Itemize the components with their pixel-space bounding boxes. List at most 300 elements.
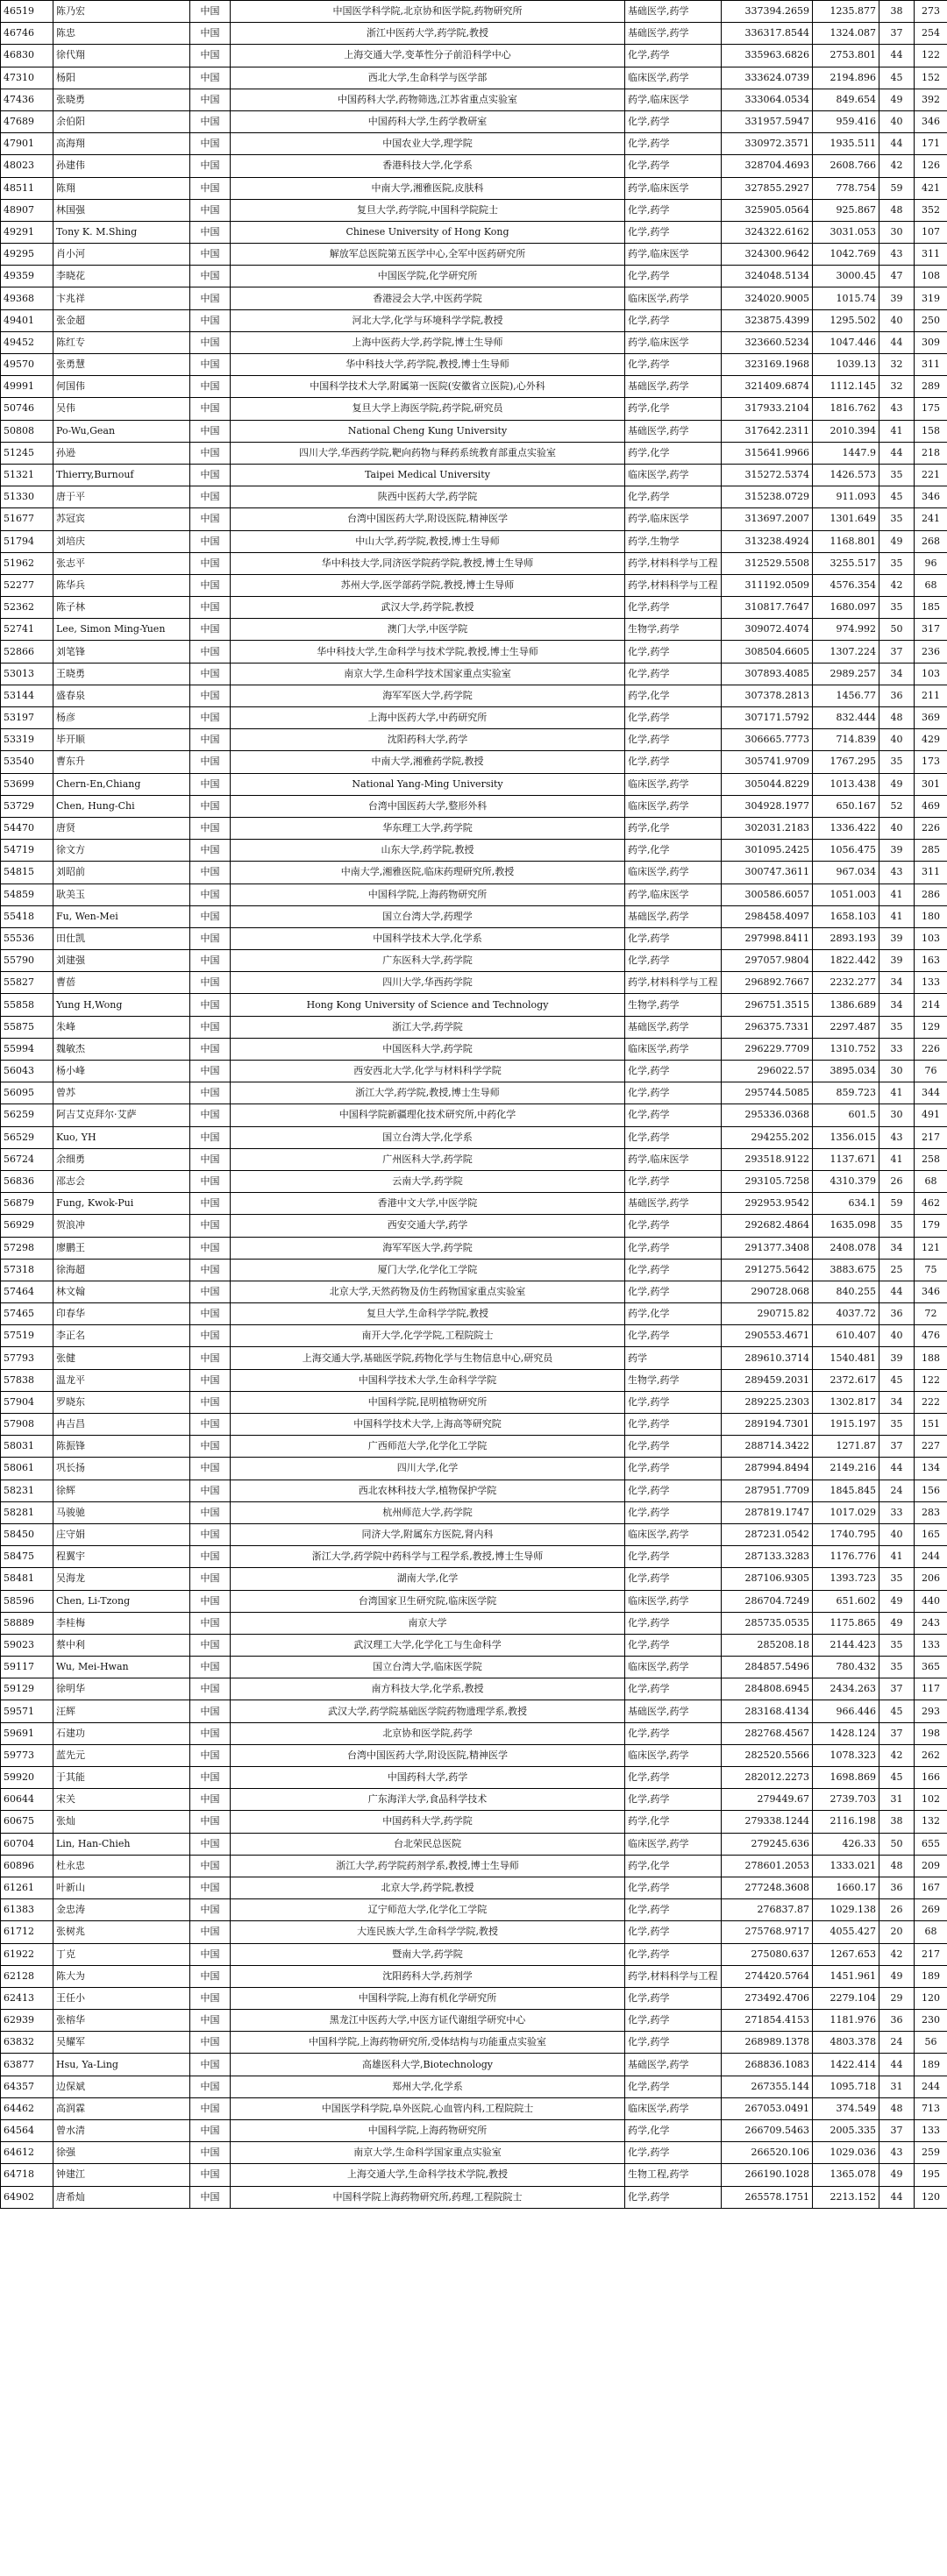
cell-field: 化学,药学 <box>625 707 722 729</box>
cell-field: 临床医学,药学 <box>625 795 722 817</box>
cell-affiliation: 台湾中国医药大学,整形外科 <box>231 795 625 817</box>
cell-h-index: 52 <box>879 795 915 817</box>
cell-field: 药学,化学 <box>625 398 722 420</box>
cell-country: 中国 <box>190 354 231 376</box>
cell-affiliation: 复旦大学,生命科学学院,教授 <box>231 1303 625 1325</box>
cell-rank: 49401 <box>1 309 53 331</box>
table-row <box>1 1744 947 1766</box>
cell-name: 张勇慧 <box>53 354 190 376</box>
cell-rank: 58450 <box>1 1523 53 1545</box>
cell-name: 庄守娟 <box>53 1523 190 1545</box>
cell-score: 266190.1028 <box>722 2164 813 2186</box>
cell-rank: 58231 <box>1 1480 53 1501</box>
cell-metric: 1935.511 <box>813 133 879 155</box>
table-row <box>1 1126 947 1148</box>
cell-name: 曾苏 <box>53 1082 190 1104</box>
cell-name: 刘笔锋 <box>53 641 190 663</box>
cell-metric: 1426.573 <box>813 464 879 486</box>
cell-country: 中国 <box>190 840 231 862</box>
table-row <box>1 729 947 751</box>
cell-country: 中国 <box>190 1833 231 1855</box>
cell-field: 化学,药学 <box>625 1281 722 1302</box>
table-row <box>1 1259 947 1281</box>
table-row <box>1 177 947 199</box>
cell-metric: 2194.896 <box>813 67 879 89</box>
cell-rank: 56259 <box>1 1104 53 1126</box>
cell-field: 化学,药学 <box>625 1921 722 1943</box>
cell-rank: 62413 <box>1 1987 53 2009</box>
cell-field: 化学,药学 <box>625 1325 722 1347</box>
cell-metric: 1915.197 <box>813 1414 879 1436</box>
cell-score: 277248.3608 <box>722 1877 813 1898</box>
cell-country: 中国 <box>190 45 231 67</box>
cell-count: 491 <box>915 1104 947 1126</box>
cell-name: 金忠涛 <box>53 1899 190 1921</box>
table-row <box>1 1767 947 1789</box>
cell-metric: 1029.138 <box>813 1899 879 1921</box>
table-row <box>1 199 947 221</box>
cell-country: 中国 <box>190 23 231 45</box>
cell-name: 张晓勇 <box>53 89 190 110</box>
cell-count: 429 <box>915 729 947 751</box>
cell-metric: 1029.036 <box>813 2142 879 2164</box>
cell-affiliation: 广东医科大学,药学院 <box>231 950 625 972</box>
table-row <box>1 110 947 132</box>
cell-metric: 651.602 <box>813 1590 879 1612</box>
cell-affiliation: 同济大学,附属东方医院,肾内科 <box>231 1523 625 1545</box>
cell-h-index: 36 <box>879 1877 915 1898</box>
cell-name: 杨小峰 <box>53 1061 190 1082</box>
table-row <box>1 1943 947 1965</box>
cell-name: 曹东升 <box>53 751 190 773</box>
cell-country: 中国 <box>190 287 231 309</box>
cell-country: 中国 <box>190 1038 231 1060</box>
cell-count: 655 <box>915 1833 947 1855</box>
cell-country: 中国 <box>190 1281 231 1302</box>
cell-count: 96 <box>915 552 947 574</box>
cell-h-index: 48 <box>879 2097 915 2119</box>
cell-metric: 2144.423 <box>813 1634 879 1656</box>
table-row <box>1 597 947 619</box>
cell-rank: 50808 <box>1 420 53 442</box>
cell-score: 290553.4671 <box>722 1325 813 1347</box>
cell-country: 中国 <box>190 331 231 353</box>
cell-name: 于其能 <box>53 1767 190 1789</box>
cell-metric: 1137.671 <box>813 1148 879 1170</box>
cell-field: 化学,药学 <box>625 1767 722 1789</box>
table-row <box>1 1148 947 1170</box>
cell-count: 156 <box>915 1480 947 1501</box>
cell-count: 317 <box>915 619 947 641</box>
cell-score: 296375.7331 <box>722 1016 813 1038</box>
table-row <box>1 840 947 862</box>
cell-field: 基础医学,药学 <box>625 420 722 442</box>
cell-name: 苏冠宾 <box>53 508 190 530</box>
cell-h-index: 37 <box>879 641 915 663</box>
cell-count: 440 <box>915 1590 947 1612</box>
cell-count: 167 <box>915 1877 947 1898</box>
cell-field: 化学,药学 <box>625 1612 722 1634</box>
table-row <box>1 950 947 972</box>
cell-name: 邵志会 <box>53 1170 190 1192</box>
table-row <box>1 972 947 994</box>
cell-h-index: 36 <box>879 2010 915 2032</box>
cell-score: 282520.5566 <box>722 1744 813 1766</box>
cell-rank: 58596 <box>1 1590 53 1612</box>
cell-count: 195 <box>915 2164 947 2186</box>
table-row <box>1 266 947 287</box>
cell-score: 289610.3714 <box>722 1347 813 1369</box>
table-row <box>1 2076 947 2097</box>
cell-score: 315641.9966 <box>722 442 813 464</box>
cell-count: 301 <box>915 773 947 795</box>
cell-metric: 1017.029 <box>813 1501 879 1523</box>
cell-score: 289194.7301 <box>722 1414 813 1436</box>
cell-field: 药学,化学 <box>625 1303 722 1325</box>
table-row <box>1 552 947 574</box>
cell-score: 296892.7667 <box>722 972 813 994</box>
cell-name: 唐贤 <box>53 817 190 839</box>
cell-metric: 1422.414 <box>813 2054 879 2076</box>
cell-metric: 1451.961 <box>813 1965 879 1987</box>
cell-name: 林文翰 <box>53 1281 190 1302</box>
cell-count: 258 <box>915 1148 947 1170</box>
cell-field: 药学,化学 <box>625 840 722 862</box>
cell-country: 中国 <box>190 110 231 132</box>
cell-score: 282768.4567 <box>722 1722 813 1744</box>
cell-h-index: 43 <box>879 244 915 266</box>
cell-country: 中国 <box>190 751 231 773</box>
table-row <box>1 464 947 486</box>
cell-metric: 1307.224 <box>813 641 879 663</box>
cell-affiliation: 华中科技大学,生命科学与技术学院,教授,博士生导师 <box>231 641 625 663</box>
cell-field: 化学,药学 <box>625 1789 722 1811</box>
cell-affiliation: 复旦大学,药学院,中国科学院院士 <box>231 199 625 221</box>
cell-score: 279245.636 <box>722 1833 813 1855</box>
cell-field: 药学,临床医学 <box>625 884 722 905</box>
cell-h-index: 42 <box>879 574 915 596</box>
cell-name: 丁克 <box>53 1943 190 1965</box>
cell-count: 293 <box>915 1700 947 1722</box>
cell-count: 286 <box>915 884 947 905</box>
cell-field: 基础医学,药学 <box>625 1193 722 1215</box>
cell-affiliation: 中国医学科学院,北京协和医学院,药物研究所 <box>231 1 625 23</box>
cell-field: 化学,药学 <box>625 1722 722 1744</box>
cell-rank: 51677 <box>1 508 53 530</box>
cell-rank: 47436 <box>1 89 53 110</box>
table-body <box>1 1 947 2209</box>
cell-rank: 62128 <box>1 1965 53 1987</box>
cell-name: 张健 <box>53 1347 190 1369</box>
cell-affiliation: 中国科学技术大学,附属第一医院(安徽省立医院),心外科 <box>231 376 625 398</box>
cell-affiliation: 台北荣民总医院 <box>231 1833 625 1855</box>
cell-count: 198 <box>915 1722 947 1744</box>
table-row <box>1 927 947 949</box>
cell-score: 266709.5463 <box>722 2120 813 2142</box>
cell-rank: 56929 <box>1 1215 53 1237</box>
cell-field: 化学,药学 <box>625 354 722 376</box>
table-row <box>1 1391 947 1413</box>
cell-score: 287951.7709 <box>722 1480 813 1501</box>
table-row <box>1 685 947 706</box>
cell-affiliation: 香港浸会大学,中医药学院 <box>231 287 625 309</box>
cell-h-index: 49 <box>879 2164 915 2186</box>
cell-country: 中国 <box>190 442 231 464</box>
cell-count: 68 <box>915 1170 947 1192</box>
cell-metric: 967.034 <box>813 862 879 884</box>
cell-h-index: 31 <box>879 2076 915 2097</box>
cell-country: 中国 <box>190 67 231 89</box>
cell-metric: 2010.394 <box>813 420 879 442</box>
cell-affiliation: 南开大学,化学学院,工程院院士 <box>231 1325 625 1347</box>
cell-affiliation: 台湾中国医药大学,附设医院,精神医学 <box>231 1744 625 1766</box>
cell-country: 中国 <box>190 1678 231 1700</box>
cell-field: 药学,材料科学与工程 <box>625 574 722 596</box>
table-row <box>1 45 947 67</box>
cell-name: 余细勇 <box>53 1148 190 1170</box>
cell-count: 209 <box>915 1855 947 1877</box>
cell-metric: 2608.766 <box>813 155 879 177</box>
cell-h-index: 45 <box>879 67 915 89</box>
cell-affiliation: 中国医学科学院,阜外医院,心血管内科,工程院院士 <box>231 2097 625 2119</box>
cell-h-index: 44 <box>879 2186 915 2208</box>
cell-name: 吴海龙 <box>53 1568 190 1590</box>
cell-field: 临床医学,药学 <box>625 773 722 795</box>
cell-rank: 58061 <box>1 1458 53 1480</box>
table-row <box>1 2054 947 2076</box>
cell-field: 药学,化学 <box>625 1811 722 1833</box>
cell-score: 296229.7709 <box>722 1038 813 1060</box>
cell-score: 321409.6874 <box>722 376 813 398</box>
cell-rank: 49295 <box>1 244 53 266</box>
table-row <box>1 2164 947 2186</box>
cell-name: 陈子林 <box>53 597 190 619</box>
cell-country: 中国 <box>190 1965 231 1987</box>
cell-metric: 1095.718 <box>813 2076 879 2097</box>
cell-h-index: 38 <box>879 1 915 23</box>
cell-name: 徐海超 <box>53 1259 190 1281</box>
cell-rank: 59691 <box>1 1722 53 1744</box>
cell-field: 临床医学,药学 <box>625 464 722 486</box>
table-row <box>1 530 947 552</box>
cell-metric: 1698.869 <box>813 1767 879 1789</box>
table-row <box>1 1634 947 1656</box>
cell-affiliation: 中国药科大学,药学 <box>231 1767 625 1789</box>
table-row <box>1 1061 947 1082</box>
cell-h-index: 39 <box>879 840 915 862</box>
cell-metric: 1447.9 <box>813 442 879 464</box>
cell-metric: 1333.021 <box>813 1855 879 1877</box>
cell-country: 中国 <box>190 1347 231 1369</box>
cell-name: 徐明华 <box>53 1678 190 1700</box>
cell-rank: 63877 <box>1 2054 53 2076</box>
cell-h-index: 44 <box>879 442 915 464</box>
cell-country: 中国 <box>190 2186 231 2208</box>
cell-name: 罗晓东 <box>53 1391 190 1413</box>
cell-country: 中国 <box>190 244 231 266</box>
cell-rank: 55858 <box>1 994 53 1016</box>
table-row <box>1 1104 947 1126</box>
cell-rank: 53319 <box>1 729 53 751</box>
table-row <box>1 1480 947 1501</box>
cell-affiliation: 西安交通大学,药学 <box>231 1215 625 1237</box>
cell-name: 陈乃宏 <box>53 1 190 23</box>
cell-metric: 650.167 <box>813 795 879 817</box>
cell-name: 徐辉 <box>53 1480 190 1501</box>
cell-metric: 1267.653 <box>813 1943 879 1965</box>
cell-count: 311 <box>915 354 947 376</box>
cell-affiliation: 厦门大学,化学化工学院 <box>231 1259 625 1281</box>
cell-field: 化学,药学 <box>625 1126 722 1148</box>
cell-field: 化学,药学 <box>625 2032 722 2054</box>
cell-rank: 55994 <box>1 1038 53 1060</box>
cell-country: 中国 <box>190 1193 231 1215</box>
cell-metric: 1822.442 <box>813 950 879 972</box>
cell-metric: 426.33 <box>813 1833 879 1855</box>
cell-affiliation: 香港中文大学,中医学院 <box>231 1193 625 1215</box>
cell-name: 钟建江 <box>53 2164 190 2186</box>
cell-name: 盛春泉 <box>53 685 190 706</box>
cell-rank: 53699 <box>1 773 53 795</box>
cell-field: 临床医学,药学 <box>625 67 722 89</box>
table-row <box>1 376 947 398</box>
cell-country: 中国 <box>190 884 231 905</box>
cell-h-index: 35 <box>879 508 915 530</box>
cell-rank: 58031 <box>1 1436 53 1458</box>
table-row <box>1 641 947 663</box>
table-row <box>1 751 947 773</box>
cell-count: 56 <box>915 2032 947 2054</box>
cell-affiliation: 西北农林科技大学,植物保护学院 <box>231 1480 625 1501</box>
cell-field: 药学,化学 <box>625 2120 722 2142</box>
cell-h-index: 44 <box>879 1281 915 1302</box>
cell-affiliation: 苏州大学,医学部药学院,教授,博士生导师 <box>231 574 625 596</box>
cell-h-index: 40 <box>879 110 915 132</box>
cell-field: 药学,化学 <box>625 817 722 839</box>
cell-h-index: 44 <box>879 1458 915 1480</box>
cell-affiliation: 南方科技大学,化学系,教授 <box>231 1678 625 1700</box>
cell-count: 250 <box>915 309 947 331</box>
cell-country: 中国 <box>190 2054 231 2076</box>
cell-h-index: 49 <box>879 1612 915 1634</box>
table-row <box>1 1325 947 1347</box>
cell-affiliation: 沈阳药科大学,药学 <box>231 729 625 751</box>
cell-affiliation: 澳门大学,中医学院 <box>231 619 625 641</box>
cell-count: 344 <box>915 1082 947 1104</box>
cell-rank: 55827 <box>1 972 53 994</box>
cell-h-index: 20 <box>879 1921 915 1943</box>
cell-metric: 2297.487 <box>813 1016 879 1038</box>
cell-country: 中国 <box>190 950 231 972</box>
table-row <box>1 994 947 1016</box>
cell-count: 206 <box>915 1568 947 1590</box>
cell-field: 药学,生物学 <box>625 530 722 552</box>
cell-metric: 2213.152 <box>813 2186 879 2208</box>
cell-field: 药学,化学 <box>625 685 722 706</box>
cell-metric: 1428.124 <box>813 1722 879 1744</box>
cell-h-index: 35 <box>879 1634 915 1656</box>
cell-field: 化学,药学 <box>625 1104 722 1126</box>
table-row <box>1 1 947 23</box>
cell-country: 中国 <box>190 1899 231 1921</box>
cell-field: 化学,药学 <box>625 1568 722 1590</box>
cell-score: 287994.8494 <box>722 1458 813 1480</box>
cell-h-index: 44 <box>879 133 915 155</box>
cell-h-index: 26 <box>879 1170 915 1192</box>
cell-metric: 4055.427 <box>813 1921 879 1943</box>
cell-rank: 55875 <box>1 1016 53 1038</box>
cell-country: 中国 <box>190 420 231 442</box>
table-row <box>1 884 947 905</box>
cell-rank: 47310 <box>1 67 53 89</box>
cell-country: 中国 <box>190 530 231 552</box>
table-row <box>1 1458 947 1480</box>
cell-country: 中国 <box>190 376 231 398</box>
cell-metric: 832.444 <box>813 707 879 729</box>
cell-country: 中国 <box>190 597 231 619</box>
cell-field: 生物学,药学 <box>625 994 722 1016</box>
table-row <box>1 1016 947 1038</box>
cell-h-index: 44 <box>879 45 915 67</box>
cell-score: 317933.2104 <box>722 398 813 420</box>
cell-count: 120 <box>915 2186 947 2208</box>
cell-field: 化学,药学 <box>625 1480 722 1501</box>
cell-metric: 2232.277 <box>813 972 879 994</box>
cell-h-index: 24 <box>879 1480 915 1501</box>
cell-count: 226 <box>915 817 947 839</box>
cell-count: 469 <box>915 795 947 817</box>
cell-count: 283 <box>915 1501 947 1523</box>
cell-field: 化学,药学 <box>625 1501 722 1523</box>
cell-country: 中国 <box>190 1877 231 1898</box>
cell-count: 221 <box>915 464 947 486</box>
cell-country: 中国 <box>190 707 231 729</box>
cell-affiliation: 沈阳药科大学,药剂学 <box>231 1965 625 1987</box>
cell-metric: 374.549 <box>813 2097 879 2119</box>
cell-score: 306665.7773 <box>722 729 813 751</box>
cell-affiliation: 武汉大学,药学院基础医学院药物遗理学系,教授 <box>231 1700 625 1722</box>
cell-score: 302031.2183 <box>722 817 813 839</box>
cell-h-index: 35 <box>879 1414 915 1436</box>
cell-country: 中国 <box>190 177 231 199</box>
cell-country: 中国 <box>190 1061 231 1082</box>
cell-metric: 1271.87 <box>813 1436 879 1458</box>
table-row <box>1 1700 947 1722</box>
cell-country: 中国 <box>190 2032 231 2054</box>
cell-count: 476 <box>915 1325 947 1347</box>
cell-field: 化学,药学 <box>625 927 722 949</box>
cell-count: 108 <box>915 266 947 287</box>
cell-count: 268 <box>915 530 947 552</box>
cell-rank: 57838 <box>1 1369 53 1391</box>
table-row <box>1 331 947 353</box>
cell-country: 中国 <box>190 199 231 221</box>
cell-h-index: 35 <box>879 1657 915 1678</box>
cell-rank: 48907 <box>1 199 53 221</box>
cell-country: 中国 <box>190 1612 231 1634</box>
cell-field: 药学,化学 <box>625 442 722 464</box>
cell-field: 化学,药学 <box>625 1458 722 1480</box>
cell-metric: 610.407 <box>813 1325 879 1347</box>
cell-name: 阿吉艾克拜尔·艾萨 <box>53 1104 190 1126</box>
cell-country: 中国 <box>190 1325 231 1347</box>
cell-affiliation: 上海交通大学,变革性分子前沿科学中心 <box>231 45 625 67</box>
cell-count: 346 <box>915 486 947 508</box>
cell-metric: 1056.475 <box>813 840 879 862</box>
cell-rank: 55418 <box>1 905 53 927</box>
cell-country: 中国 <box>190 1722 231 1744</box>
cell-affiliation: 广西师范大学,化学化工学院 <box>231 1436 625 1458</box>
